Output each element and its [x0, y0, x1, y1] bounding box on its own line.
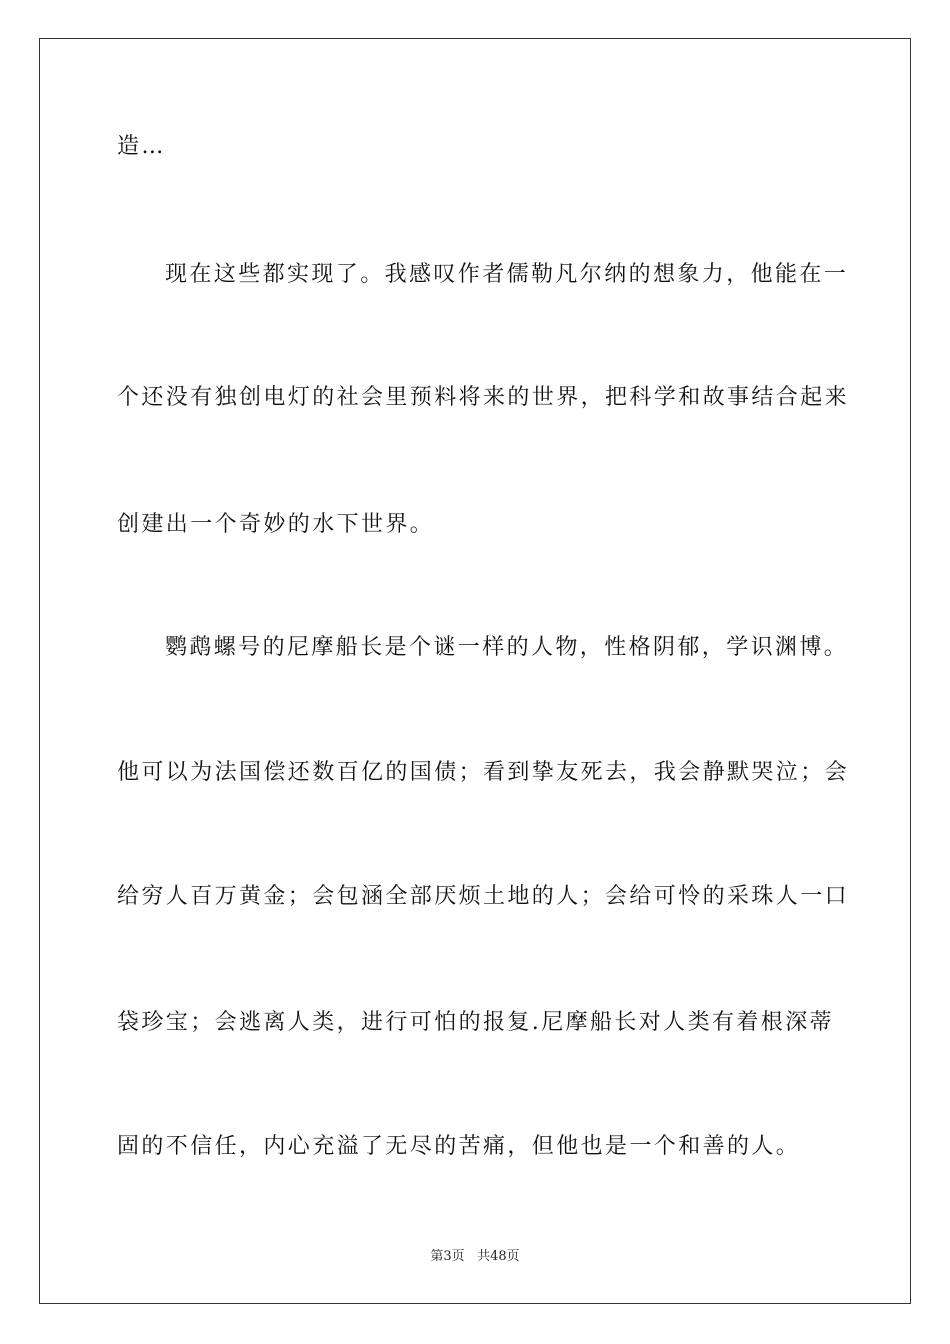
paragraph-2-line-2: 他可以为法国偿还数百亿的国债；看到挚友死去，我会静默哭泣；会 [117, 760, 850, 785]
page-number: 第3页 [430, 1249, 465, 1264]
total-pages: 共48页 [477, 1249, 520, 1264]
footer-spacer [465, 1249, 477, 1264]
paragraph-1-line-1: 现在这些都实现了。我感叹作者儒勒凡尔纳的想象力，他能在一 [165, 262, 849, 287]
paragraph-2-line-4: 袋珍宝；会逃离人类，进行可怕的报复.尼摩船长对人类有着根深蒂 [117, 1010, 834, 1035]
paragraph-2-line-5: 固的不信任，内心充溢了无尽的苦痛，但他也是一个和善的人。 [117, 1134, 801, 1159]
paragraph-2-line-3: 给穷人百万黄金；会包涵全部厌烦土地的人；会给可怜的采珠人一口 [117, 884, 850, 909]
page-border [39, 38, 911, 1304]
paragraph-2-line-1: 鹦鹉螺号的尼摩船长是个谜一样的人物，性格阴郁，学识渊博。 [165, 635, 849, 660]
paragraph-1-line-3: 创建出一个奇妙的水下世界。 [117, 512, 435, 537]
paragraph-1-line-2: 个还没有独创电灯的社会里预料将来的世界，把科学和故事结合起来 [117, 385, 850, 410]
page-footer [0, 1248, 950, 1266]
text-line-1: 造… [117, 134, 166, 159]
